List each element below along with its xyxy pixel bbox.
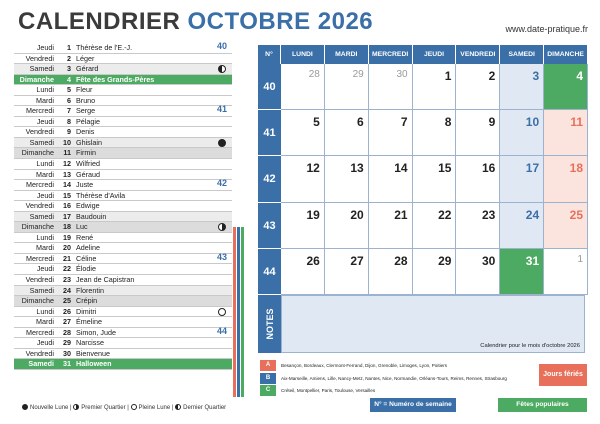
day-number: 25 xyxy=(63,296,71,306)
week-number-cell: 41 xyxy=(258,110,281,156)
day-row xyxy=(14,117,232,128)
website-link[interactable]: www.date-pratique.fr xyxy=(505,24,588,34)
zone-c-bar xyxy=(241,227,244,397)
first-quarter-icon xyxy=(73,404,79,410)
day-number: 28 xyxy=(63,327,71,337)
week-header: N° xyxy=(258,45,281,64)
day-row xyxy=(14,75,232,86)
day-cell-number: 5 xyxy=(313,115,320,130)
day-cell[interactable] xyxy=(369,249,413,295)
saint-name: Edwige xyxy=(76,201,100,211)
zone-row xyxy=(260,360,530,371)
moon-phase-icon xyxy=(218,139,226,147)
day-cell[interactable] xyxy=(500,249,544,295)
saint-name: Céline xyxy=(76,253,97,263)
day-name: Lundi xyxy=(36,85,54,95)
day-number: 27 xyxy=(63,317,71,327)
saint-name: Baudouin xyxy=(76,211,107,221)
day-number: 31 xyxy=(63,359,71,369)
new-moon-icon xyxy=(22,404,28,410)
day-number: 6 xyxy=(67,95,71,105)
week-number: 41 xyxy=(217,104,228,115)
school-holiday-bars xyxy=(233,227,245,397)
saint-name: Crépin xyxy=(76,296,98,306)
day-cell[interactable] xyxy=(544,249,588,295)
day-header: SAMEDI xyxy=(500,45,544,64)
day-cell-number: 30 xyxy=(481,253,496,268)
day-row xyxy=(14,243,232,254)
day-cell-number: 6 xyxy=(357,115,364,130)
day-row xyxy=(14,212,232,223)
week-number: 43 xyxy=(217,251,228,262)
day-cell[interactable] xyxy=(544,156,588,202)
day-cell[interactable] xyxy=(544,64,588,110)
day-row xyxy=(14,296,232,307)
day-cell[interactable] xyxy=(413,110,457,156)
day-cell-number: 1 xyxy=(577,253,584,265)
day-number: 5 xyxy=(67,85,71,95)
zone-letter: A xyxy=(260,360,276,371)
day-cell-number: 26 xyxy=(306,253,320,268)
week-number-cell: 42 xyxy=(258,156,281,202)
day-number: 4 xyxy=(67,74,71,84)
zone-cities: Créteil, Montpellier, Paris, Toulouse, Versailles xyxy=(281,388,376,393)
day-header: LUNDI xyxy=(281,45,325,64)
month-grid xyxy=(258,45,588,355)
day-cell-number: 24 xyxy=(525,207,540,222)
day-number: 18 xyxy=(63,222,71,232)
week-number: 40 xyxy=(217,41,228,51)
day-cell-number: 29 xyxy=(352,69,364,80)
day-cell[interactable] xyxy=(500,64,544,110)
day-cell-number: 13 xyxy=(350,161,364,176)
day-cell-number: 27 xyxy=(350,253,364,268)
day-header: JEUDI xyxy=(413,45,457,64)
day-number: 7 xyxy=(67,106,71,116)
day-cell-number: 28 xyxy=(308,69,320,80)
day-row xyxy=(14,180,232,191)
day-name: Jeudi xyxy=(36,190,54,200)
day-cell[interactable] xyxy=(369,64,413,110)
day-number: 16 xyxy=(63,201,71,211)
day-cell[interactable] xyxy=(369,110,413,156)
week-number-cell: 40 xyxy=(258,64,281,110)
day-number: 22 xyxy=(63,264,71,274)
saint-name: Bienvenue xyxy=(76,348,110,358)
day-cell[interactable] xyxy=(281,64,325,110)
day-number: 11 xyxy=(63,148,71,158)
day-number: 23 xyxy=(63,275,71,285)
saint-name: Wilfried xyxy=(76,159,100,169)
day-cell-number: 30 xyxy=(396,69,408,80)
saint-name: Narcisse xyxy=(76,338,104,348)
day-cell[interactable] xyxy=(325,203,369,249)
day-name: Dimanche xyxy=(21,148,54,158)
day-name: Vendredi xyxy=(25,348,54,358)
day-name: Dimanche xyxy=(21,222,54,232)
day-header: MARDI xyxy=(325,45,369,64)
zones-legend xyxy=(260,360,530,398)
day-row xyxy=(14,85,232,96)
day-cell-number: 8 xyxy=(444,115,452,130)
day-number: 15 xyxy=(63,190,71,200)
page-title: CALENDRIER OCTOBRE 2026 xyxy=(18,8,374,35)
day-row xyxy=(14,233,232,244)
day-cell[interactable] xyxy=(413,249,457,295)
day-name: Mercredi xyxy=(26,106,54,116)
day-row xyxy=(14,349,232,360)
day-cell-number: 16 xyxy=(481,161,496,176)
day-number: 26 xyxy=(63,306,71,316)
zone-cities: Besançon, Bordeaux, Clermont-Ferrand, Dijon, Grenoble, Limoges, Lyon, Poitiers xyxy=(281,363,448,368)
day-number: 2 xyxy=(67,53,71,63)
day-cell-number: 29 xyxy=(438,253,452,268)
saint-name: Fête des Grands-Pères xyxy=(76,74,155,84)
day-header: MERCREDI xyxy=(369,45,413,64)
moon-phase-icon xyxy=(218,65,226,73)
day-number: 24 xyxy=(63,285,71,295)
week-number: 42 xyxy=(217,178,228,189)
day-cell-number: 23 xyxy=(481,207,496,222)
saint-name: Pélagie xyxy=(76,116,100,126)
day-row xyxy=(14,251,232,265)
day-name: Vendredi xyxy=(25,53,54,63)
day-list xyxy=(14,43,232,370)
saint-name: Émeline xyxy=(76,317,102,327)
day-cell-number: 22 xyxy=(438,207,452,222)
day-cell[interactable] xyxy=(544,110,588,156)
day-name: Mardi xyxy=(36,169,54,179)
week-number-cell: 43 xyxy=(258,203,281,249)
day-cell[interactable] xyxy=(456,203,500,249)
week-number-cell: 44 xyxy=(258,249,281,295)
day-cell-number: 25 xyxy=(569,207,584,222)
day-cell[interactable] xyxy=(325,110,369,156)
day-cell[interactable] xyxy=(456,64,500,110)
notes-label xyxy=(258,295,281,353)
day-number: 21 xyxy=(63,253,71,263)
day-cell[interactable] xyxy=(369,156,413,202)
day-row xyxy=(14,170,232,181)
moon-phase-icon xyxy=(218,223,226,231)
day-number: 12 xyxy=(63,159,71,169)
saint-name: Élodie xyxy=(76,264,96,274)
day-number: 9 xyxy=(67,127,71,137)
day-cell[interactable] xyxy=(500,110,544,156)
day-number: 17 xyxy=(63,211,71,221)
day-row xyxy=(14,64,232,75)
day-name: Jeudi xyxy=(36,116,54,126)
full-moon-icon xyxy=(131,404,137,410)
day-number: 3 xyxy=(67,64,71,74)
day-name: Lundi xyxy=(36,159,54,169)
day-number: 13 xyxy=(63,169,71,179)
day-name: Samedi xyxy=(28,359,54,369)
day-number: 20 xyxy=(63,243,71,253)
day-row xyxy=(14,96,232,107)
day-cell-number: 15 xyxy=(438,161,452,176)
day-name: Vendredi xyxy=(25,127,54,137)
day-row xyxy=(14,264,232,275)
day-cell[interactable] xyxy=(456,110,500,156)
saint-name: Ghislain xyxy=(76,137,102,147)
day-name: Jeudi xyxy=(36,264,54,274)
day-name: Lundi xyxy=(36,232,54,242)
saint-name: Firmin xyxy=(76,148,96,158)
zone-row xyxy=(260,373,530,384)
day-cell-number: 3 xyxy=(532,69,540,83)
notes-label-text: NOTES xyxy=(264,308,275,340)
day-name: Mardi xyxy=(36,317,54,327)
day-name: Mercredi xyxy=(26,180,54,190)
day-number: 8 xyxy=(67,116,71,126)
day-cell[interactable] xyxy=(544,203,588,249)
day-row xyxy=(14,359,232,370)
jours-feries-legend: Jours fériés xyxy=(539,364,587,386)
day-cell[interactable] xyxy=(281,203,325,249)
day-name: Dimanche xyxy=(21,296,54,306)
day-name: Vendredi xyxy=(25,201,54,211)
day-cell[interactable] xyxy=(325,249,369,295)
moon-phase-icon xyxy=(218,308,226,316)
day-number: 29 xyxy=(63,338,71,348)
day-name: Mercredi xyxy=(26,327,54,337)
saint-name: Denis xyxy=(76,127,95,137)
day-name: Mardi xyxy=(36,243,54,253)
day-cell-number: 31 xyxy=(525,253,540,268)
last-quarter-icon xyxy=(175,404,181,410)
day-row xyxy=(14,43,232,54)
day-row xyxy=(14,286,232,297)
saint-name: Géraud xyxy=(76,169,100,179)
day-cell-number: 4 xyxy=(576,69,584,83)
day-cell-number: 7 xyxy=(400,115,408,130)
day-cell-number: 17 xyxy=(525,161,540,176)
day-number: 19 xyxy=(63,232,71,242)
saint-name: Gérard xyxy=(76,64,99,74)
day-name: Samedi xyxy=(29,285,54,295)
day-cell[interactable] xyxy=(281,249,325,295)
zone-cities: Aix-Marseille, Amiens, Lille, Nancy-Metz, Nantes, Nice, Normandie, Orléans-Tours, Reims, Rennes, Strasbourg xyxy=(281,375,507,381)
day-number: 14 xyxy=(63,180,71,190)
day-cell-number: 28 xyxy=(394,253,408,268)
day-row xyxy=(14,138,232,149)
day-name: Samedi xyxy=(29,64,54,74)
day-cell[interactable] xyxy=(500,156,544,202)
day-cell-number: 19 xyxy=(306,207,320,222)
day-cell-number: 10 xyxy=(525,115,540,130)
day-row xyxy=(14,325,232,339)
day-row xyxy=(14,127,232,138)
day-row xyxy=(14,307,232,318)
week-number: 44 xyxy=(217,325,228,336)
day-cell-number: 1 xyxy=(444,69,452,83)
day-row xyxy=(14,159,232,170)
saint-name: Bruno xyxy=(76,95,96,105)
saint-name: Halloween xyxy=(76,359,112,369)
saint-name: Serge xyxy=(76,106,96,116)
saint-name: Adeline xyxy=(76,243,100,253)
day-header: DIMANCHE xyxy=(544,45,588,64)
saint-name: Fleur xyxy=(76,85,93,95)
day-name: Mercredi xyxy=(26,253,54,263)
day-number: 30 xyxy=(63,348,71,358)
day-cell-number: 9 xyxy=(488,115,496,130)
day-number: 1 xyxy=(67,43,71,52)
day-cell-number: 2 xyxy=(488,69,496,83)
saint-name: Léger xyxy=(76,53,95,63)
day-cell[interactable] xyxy=(413,156,457,202)
day-row xyxy=(14,275,232,286)
day-cell-number: 14 xyxy=(394,161,408,176)
saint-name: Juste xyxy=(76,180,94,190)
day-name: Vendredi xyxy=(25,275,54,285)
saint-name: Luc xyxy=(76,222,88,232)
saint-name: Thérèse de l'E.-J. xyxy=(76,43,133,52)
zone-a-bar xyxy=(233,227,236,397)
zone-letter: B xyxy=(260,373,276,384)
day-number: 10 xyxy=(63,137,71,147)
calendar-footnote: Calendrier pour le mois d'octobre 2026 xyxy=(480,343,580,349)
day-cell-number: 12 xyxy=(306,161,320,176)
day-cell-number: 18 xyxy=(569,161,584,176)
fetes-populaires-legend: Fêtes populaires xyxy=(498,398,587,412)
day-cell[interactable] xyxy=(456,249,500,295)
zone-letter: C xyxy=(260,385,276,396)
day-row xyxy=(14,191,232,202)
day-name: Samedi xyxy=(29,211,54,221)
day-cell[interactable] xyxy=(281,110,325,156)
day-header: VENDREDI xyxy=(456,45,500,64)
saint-name: Thérèse d'Avila xyxy=(76,190,126,200)
day-row xyxy=(14,338,232,349)
zone-b-bar xyxy=(237,227,240,397)
day-cell[interactable] xyxy=(325,156,369,202)
day-cell[interactable] xyxy=(413,203,457,249)
day-cell[interactable] xyxy=(325,64,369,110)
day-row xyxy=(14,148,232,159)
saint-name: Jean de Capistran xyxy=(76,275,135,285)
day-name: Mardi xyxy=(36,95,54,105)
day-cell[interactable] xyxy=(369,203,413,249)
day-name: Lundi xyxy=(36,306,54,316)
saint-name: Simon, Jude xyxy=(76,327,116,337)
zone-row xyxy=(260,385,530,396)
day-cell-number: 20 xyxy=(350,207,364,222)
day-row xyxy=(14,222,232,233)
week-number-legend: N° = Numéro de semaine xyxy=(370,398,456,412)
day-cell[interactable] xyxy=(500,203,544,249)
saint-name: Dimitri xyxy=(76,306,97,316)
day-name: Samedi xyxy=(29,137,54,147)
day-cell-number: 21 xyxy=(394,207,408,222)
day-name: Dimanche xyxy=(19,74,54,84)
day-cell[interactable] xyxy=(456,156,500,202)
day-name: Jeudi xyxy=(36,338,54,348)
moon-legend: Nouvelle Lune | Premier Quartier | Pleine Lune | Dernier Quartier xyxy=(22,404,226,411)
day-name: Jeudi xyxy=(36,43,54,52)
day-row xyxy=(14,54,232,65)
day-cell[interactable] xyxy=(281,156,325,202)
day-cell-number: 11 xyxy=(570,115,584,130)
saint-name: Florentin xyxy=(76,285,104,295)
saint-name: René xyxy=(76,232,94,242)
day-row xyxy=(14,106,232,117)
day-cell[interactable] xyxy=(413,64,457,110)
day-row xyxy=(14,201,232,212)
notes-area[interactable] xyxy=(281,295,585,353)
day-row xyxy=(14,317,232,328)
